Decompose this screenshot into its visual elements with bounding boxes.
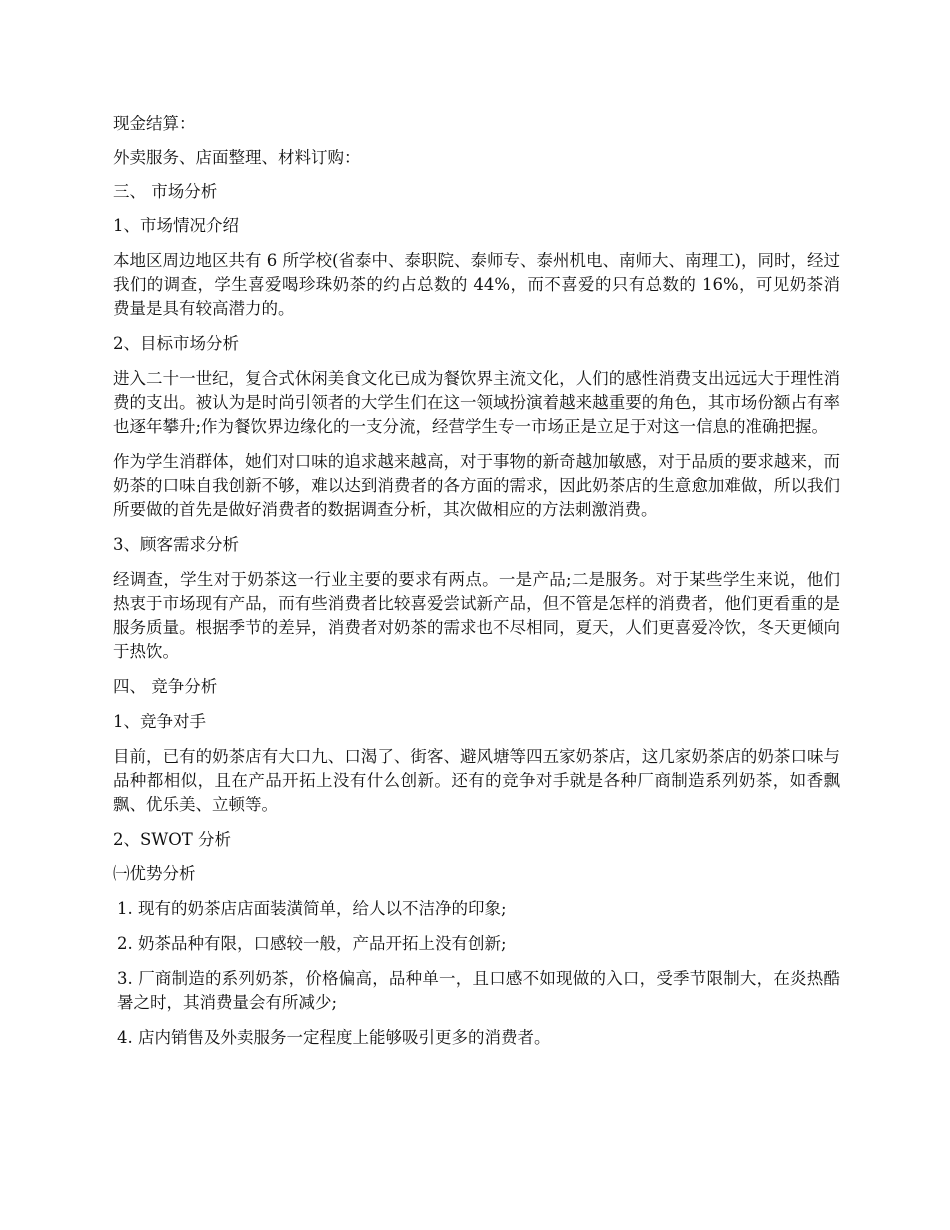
paragraph-cash-settlement: 现金结算： bbox=[113, 114, 196, 133]
paragraph-target-market-1: 进入二十一世纪，复合式休闲美食文化已成为餐饮界主流文化，人们的感性消费支出远远大于理性消费的支出。被认为是时尚引领者的大学生们在这一领域扮演着越来越重要的角色，其市场份额占有率也逐年攀升;作为餐饮界边缘化的一支分流，经营学生专一市场正是立足于对这一信息的准确把握。 bbox=[113, 369, 840, 436]
heading-competitors: 1、竞争对手 bbox=[113, 712, 206, 731]
heading-competition-analysis: 四、 竞争分析 bbox=[113, 677, 218, 696]
list-item-1: 1. 现有的奶茶店店面装潢简单，给人以不洁净的印象; bbox=[117, 899, 507, 918]
heading-market-analysis: 三、 市场分析 bbox=[113, 182, 218, 201]
heading-market-intro: 1、市场情况介绍 bbox=[113, 216, 239, 235]
list-item-3: 3. 厂商制造的系列奶茶，价格偏高，品种单一，且口感不如现做的入口，受季节限制大，在炎热酷暑之时，其消费量会有所减少; bbox=[117, 969, 840, 1012]
list-item-2: 2. 奶茶品种有限，口感较一般，产品开拓上没有创新; bbox=[117, 934, 507, 953]
paragraph-delivery-service: 外卖服务、店面整理、材料订购： bbox=[113, 148, 361, 167]
heading-strengths: ㈠优势分析 bbox=[113, 864, 196, 883]
heading-customer-demand: 3、顾客需求分析 bbox=[113, 535, 239, 554]
paragraph-market-intro: 本地区周边地区共有 6 所学校(省泰中、泰职院、泰师专、泰州机电、南师大、南理工)，同时，经过我们的调查，学生喜爱喝珍珠奶茶的约占总数的 44%，而不喜爱的只有总数的 16%，可见奶茶消费量是具有较高潜力的。 bbox=[113, 251, 840, 318]
paragraph-target-market-2: 作为学生消群体，她们对口味的追求越来越高，对于事物的新奇越加敏感，对于品质的要求越来，而奶茶的口味自我创新不够，难以达到消费者的各方面的需求，因此奶茶店的生意愈加难做，所以我们所要做的首先是做好消费者的数据调查分析，其次做相应的方法刺激消费。 bbox=[113, 452, 840, 519]
paragraph-customer-demand: 经调查，学生对于奶茶这一行业主要的要求有两点。一是产品;二是服务。对于某些学生来说，他们热衷于市场现有产品，而有些消费者比较喜爱尝试新产品，但不管是怎样的消费者，他们更看重的是服务质量。根据季节的差异，消费者对奶茶的需求也不尽相同，夏天，人们更喜爱冷饮，冬天更倾向于热饮。 bbox=[113, 570, 840, 661]
list-item-4: 4. 店内销售及外卖服务一定程度上能够吸引更多的消费者。 bbox=[117, 1028, 551, 1047]
paragraph-competitors: 目前，已有的奶茶店有大口九、口渴了、街客、避风塘等四五家奶茶店，这几家奶茶店的奶茶口味与品种都相似，且在产品开拓上没有什么创新。还有的竞争对手就是各种厂商制造系列奶茶，如香飘飘、优乐美、立顿等。 bbox=[113, 747, 840, 814]
heading-target-market: 2、目标市场分析 bbox=[113, 334, 239, 353]
heading-swot: 2、SWOT 分析 bbox=[113, 830, 232, 849]
